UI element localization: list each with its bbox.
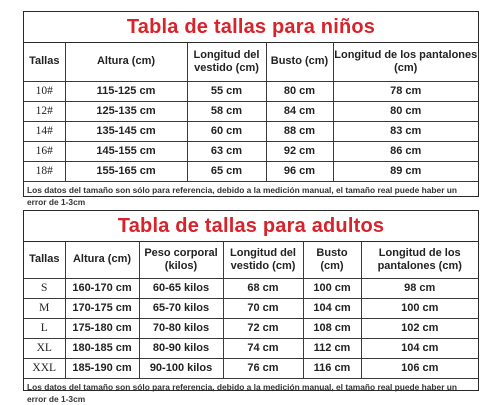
pants-length-cell: 102 cm — [361, 318, 478, 338]
bust-cell: 116 cm — [303, 358, 361, 378]
header-longitud-pantalones: Longitud de los pantalones (cm) — [361, 242, 478, 278]
pants-length-cell: 106 cm — [361, 358, 478, 378]
size-cell: L — [24, 318, 65, 338]
table-row — [24, 141, 478, 161]
height-cell: 160-170 cm — [65, 278, 139, 298]
kids-size-table — [24, 43, 478, 182]
pants-length-cell: 104 cm — [361, 338, 478, 358]
height-cell: 175-180 cm — [65, 318, 139, 338]
height-cell: 115-125 cm — [65, 81, 187, 101]
table-row — [24, 298, 478, 318]
adults-size-chart — [23, 210, 479, 404]
header-busto: Busto (cm) — [303, 242, 361, 278]
table-row — [24, 338, 478, 358]
size-cell: 14# — [24, 121, 65, 141]
bust-cell: 84 cm — [266, 101, 333, 121]
pants-length-cell: 83 cm — [333, 121, 478, 141]
table-row — [24, 161, 478, 181]
size-cell: 12# — [24, 101, 65, 121]
dress-length-cell: 70 cm — [223, 298, 303, 318]
dress-length-cell: 55 cm — [187, 81, 266, 101]
height-cell: 135-145 cm — [65, 121, 187, 141]
size-cell: 16# — [24, 141, 65, 161]
height-cell: 170-175 cm — [65, 298, 139, 318]
size-cell: M — [24, 298, 65, 318]
table-row — [24, 358, 478, 378]
bust-cell: 100 cm — [303, 278, 361, 298]
height-cell: 155-165 cm — [65, 161, 187, 181]
dress-length-cell: 65 cm — [187, 161, 266, 181]
dress-length-cell: 72 cm — [223, 318, 303, 338]
bust-cell: 92 cm — [266, 141, 333, 161]
adults-chart-title: Tabla de tallas para adultos — [24, 211, 478, 242]
dress-length-cell: 63 cm — [187, 141, 266, 161]
header-longitud-pantalones: Longitud de los pantalones (cm) — [333, 43, 478, 81]
dress-length-cell: 68 cm — [223, 278, 303, 298]
weight-cell: 90-100 kilos — [139, 358, 223, 378]
table-row — [24, 121, 478, 141]
pants-length-cell: 89 cm — [333, 161, 478, 181]
weight-cell: 80-90 kilos — [139, 338, 223, 358]
dress-length-cell: 74 cm — [223, 338, 303, 358]
bust-cell: 88 cm — [266, 121, 333, 141]
dress-length-cell: 60 cm — [187, 121, 266, 141]
table-row — [24, 81, 478, 101]
size-cell: S — [24, 278, 65, 298]
weight-cell: 70-80 kilos — [139, 318, 223, 338]
header-tallas: Tallas — [24, 43, 65, 81]
kids-size-chart — [23, 11, 479, 207]
bust-cell: 112 cm — [303, 338, 361, 358]
kids-chart-title: Tabla de tallas para niños — [24, 12, 478, 43]
table-row — [24, 318, 478, 338]
header-busto: Busto (cm) — [266, 43, 333, 81]
header-longitud-vestido: Longitud del vestido (cm) — [223, 242, 303, 278]
pants-length-cell: 98 cm — [361, 278, 478, 298]
pants-length-cell: 100 cm — [361, 298, 478, 318]
size-cell: XL — [24, 338, 65, 358]
pants-length-cell: 86 cm — [333, 141, 478, 161]
table-row — [24, 101, 478, 121]
bust-cell: 80 cm — [266, 81, 333, 101]
kids-measurement-note: Los datos del tamaño son sólo para referencia, debido a la medición manual, el tamaño real puede haber un error de 1-3cm — [27, 184, 458, 207]
header-tallas: Tallas — [24, 242, 65, 278]
weight-cell: 65-70 kilos — [139, 298, 223, 318]
header-altura: Altura (cm) — [65, 242, 139, 278]
bust-cell: 108 cm — [303, 318, 361, 338]
header-peso: Peso corporal (kilos) — [139, 242, 223, 278]
height-cell: 180-185 cm — [65, 338, 139, 358]
bust-cell: 104 cm — [303, 298, 361, 318]
pants-length-cell: 80 cm — [333, 101, 478, 121]
dress-length-cell: 58 cm — [187, 101, 266, 121]
table-row — [24, 278, 478, 298]
size-cell: 10# — [24, 81, 65, 101]
header-longitud-vestido: Longitud del vestido (cm) — [187, 43, 266, 81]
bust-cell: 96 cm — [266, 161, 333, 181]
height-cell: 145-155 cm — [65, 141, 187, 161]
dress-length-cell: 76 cm — [223, 358, 303, 378]
pants-length-cell: 78 cm — [333, 81, 478, 101]
adults-header-row — [24, 242, 478, 278]
kids-header-row — [24, 43, 478, 81]
adults-measurement-note: Los datos del tamaño son sólo para referencia, debido a la medición manual, el tamaño real puede haber un error de 1-3cm — [27, 381, 458, 404]
height-cell: 125-135 cm — [65, 101, 187, 121]
adults-size-table — [24, 242, 478, 379]
height-cell: 185-190 cm — [65, 358, 139, 378]
size-cell: XXL — [24, 358, 65, 378]
header-altura: Altura (cm) — [65, 43, 187, 81]
weight-cell: 60-65 kilos — [139, 278, 223, 298]
size-cell: 18# — [24, 161, 65, 181]
